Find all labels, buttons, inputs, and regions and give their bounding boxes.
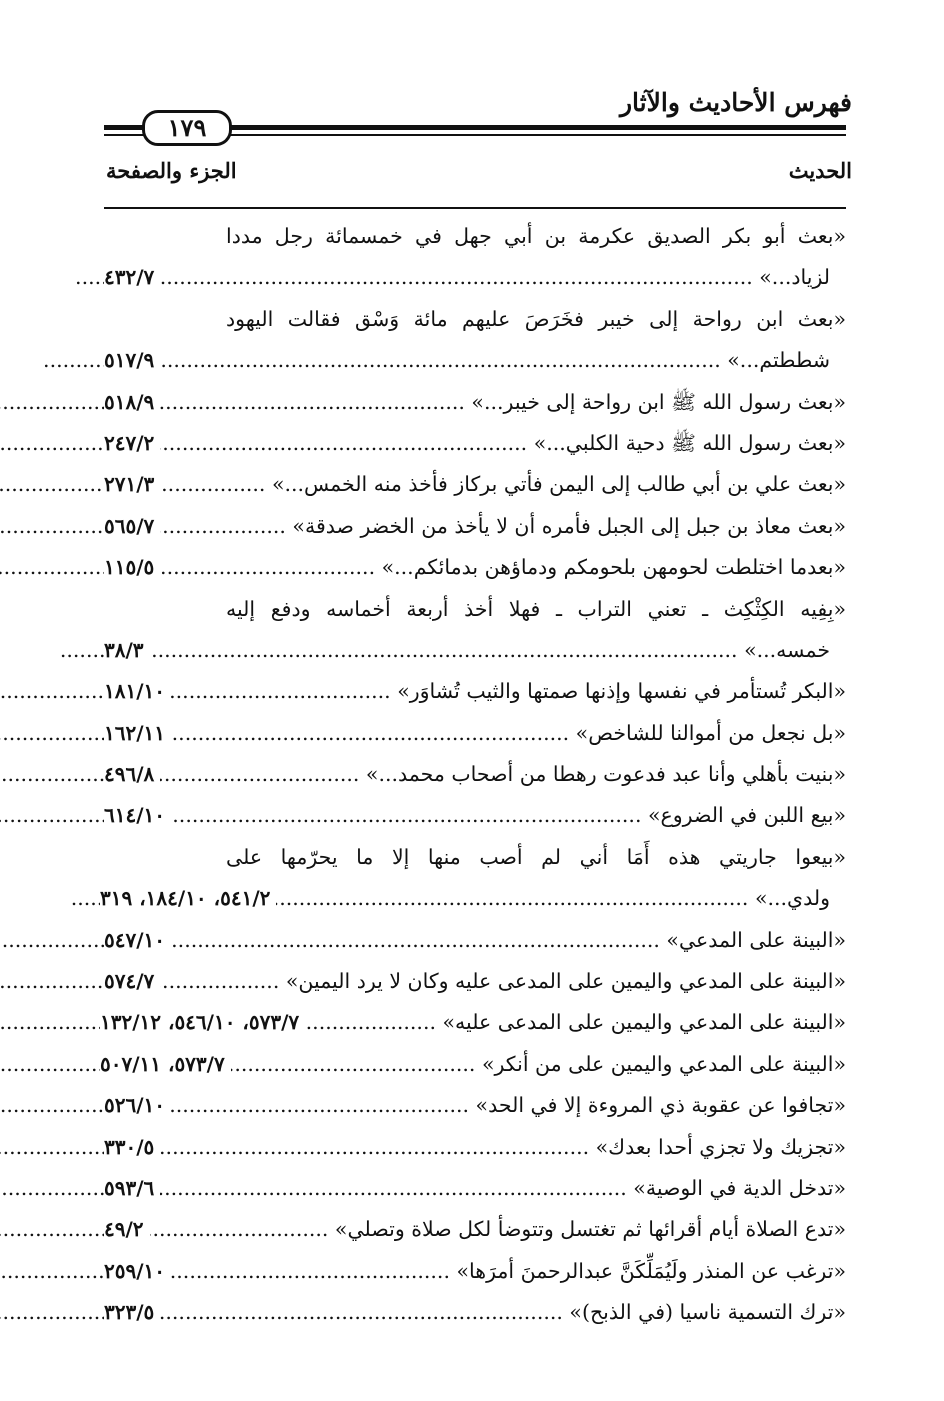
hadith-text: «بعث علي بن أبي طالب إلى اليمن فأتي بركاز فأخذ منه الخمس...» ..... bbox=[0, 464, 846, 505]
hadith-text: «بعث ابن رواحة إلى خيبر فخَرَصَ عليهم مائة وَسْق فقالت اليهود bbox=[226, 306, 846, 331]
running-title: فهرس الأحاديث والآثار bbox=[619, 88, 852, 117]
volume-page-reference: ٥١٧/٩ bbox=[104, 340, 160, 381]
index-entry-continuation bbox=[104, 630, 846, 671]
index-entry bbox=[104, 920, 846, 961]
index-entry bbox=[104, 754, 846, 795]
index-entry bbox=[104, 1251, 846, 1292]
index-entry bbox=[104, 961, 846, 1002]
index-entry bbox=[104, 671, 846, 712]
hadith-text: خمسه...» ..... bbox=[60, 630, 830, 671]
volume-page-reference: ٣٨/٣ bbox=[104, 630, 150, 671]
hadith-text: «البينة على المدعي واليمين على من أنكر» ..... bbox=[0, 1044, 846, 1085]
volume-page-reference: ٥٧٤/٧ bbox=[104, 961, 160, 1002]
index-entry bbox=[104, 837, 846, 878]
hadith-text: «تدخل الدية في الوصية» ..... bbox=[0, 1168, 846, 1209]
column-heading-hadith: الحديث bbox=[788, 158, 852, 183]
volume-page-reference: ١١٥/٥ bbox=[104, 547, 160, 588]
index-entry bbox=[104, 1127, 846, 1168]
index-entry bbox=[100, 1044, 846, 1085]
index-entry bbox=[100, 1002, 846, 1043]
volume-page-reference: ٥٧٣/٧، ٥٠٧/١١ bbox=[100, 1044, 231, 1085]
index-entry-continuation bbox=[104, 257, 846, 298]
index-entry bbox=[104, 713, 846, 754]
volume-page-reference: ١٦٢/١١ bbox=[104, 713, 171, 754]
hadith-text: لزياد...» ..... bbox=[75, 257, 830, 298]
hadith-text: شططتم...» ..... bbox=[43, 340, 830, 381]
index-entry bbox=[104, 1085, 846, 1126]
hadith-text: «ترك التسمية ناسيا (في الذبح)» ..... bbox=[0, 1292, 846, 1333]
index-entry-continuation bbox=[104, 340, 846, 381]
column-heading-reference: الجزء والصفحة bbox=[106, 158, 237, 183]
hadith-text: «ترغب عن المنذر ولَيُمَلِّكَنَّ عبدالرحمنَ أمرَها» ..... bbox=[0, 1251, 846, 1292]
header-rule bbox=[104, 110, 846, 144]
hadith-index-list bbox=[100, 216, 846, 1334]
volume-page-reference: ١٨١/١٠ bbox=[104, 671, 171, 712]
hadith-text: «البينة على المدعي واليمين على المدعى عليه وكان لا يرد اليمين» ..... bbox=[0, 961, 846, 1002]
index-entry bbox=[104, 589, 846, 630]
hadith-text: «بعث أبو بكر الصديق عكرمة بن أبي جهل في خمسمائة رجل مددا bbox=[226, 224, 846, 248]
volume-page-reference: ٥٦٥/٧ bbox=[104, 506, 160, 547]
index-entry bbox=[104, 299, 846, 340]
volume-page-reference: ٤٣٢/٧ bbox=[104, 257, 160, 298]
volume-page-reference: ٢٤٧/٢ bbox=[104, 423, 160, 464]
hadith-text: ولدي...» ..... bbox=[71, 878, 830, 919]
index-entry bbox=[104, 1209, 846, 1250]
hadith-text: «تجافوا عن عقوبة ذي المروءة إلا في الحد» ..... bbox=[0, 1085, 846, 1126]
volume-page-reference: ٣٢٣/٥ bbox=[104, 1292, 160, 1333]
volume-page-reference: ٥١٨/٩ bbox=[104, 382, 160, 423]
index-entry bbox=[104, 382, 846, 423]
volume-page-reference: ٢٥٩/١٠ bbox=[104, 1251, 171, 1292]
index-entry bbox=[104, 464, 846, 505]
index-entry bbox=[104, 423, 846, 464]
column-heading-rule bbox=[104, 207, 846, 209]
index-entry bbox=[104, 506, 846, 547]
index-entry-continuation bbox=[100, 878, 846, 919]
hadith-text: «تجزيك ولا تجزي أحدا بعدك» ..... bbox=[0, 1127, 846, 1168]
volume-page-reference: ٤٩/٢ bbox=[104, 1209, 150, 1250]
volume-page-reference: ٥٤١/٢، ١٨٤/١٠، ٣١٩ bbox=[100, 878, 276, 919]
hadith-text: «بيعوا جاريتي هذه أَمَا أني لم أصب منها إلا ما يحرّمها على bbox=[226, 844, 846, 869]
volume-page-reference: ٥٢٦/١٠ bbox=[104, 1085, 171, 1126]
page-number: ١٧٩ bbox=[142, 110, 232, 146]
hadith-text: «البكر تُستأمر في نفسها وإذنها صمتها والثيب تُشاوَر» ..... bbox=[0, 671, 846, 712]
hadith-text: «بِفِيه الكِثْكِث ـ تعني التراب ـ فهلا أخذ أربعة أخماسه ودفع إليه bbox=[226, 596, 846, 621]
volume-page-reference: ٦١٤/١٠ bbox=[104, 795, 171, 836]
hadith-text: «البينة على المدعي» ..... bbox=[0, 920, 846, 961]
hadith-text: «بعث رسول الله ﷺ دحية الكلبي...» ..... bbox=[0, 423, 846, 464]
volume-page-reference: ٣٣٠/٥ bbox=[104, 1127, 160, 1168]
index-entry bbox=[104, 795, 846, 836]
hadith-text: «البينة على المدعي واليمين على المدعى عليه» ..... bbox=[0, 1002, 846, 1043]
volume-page-reference: ٢٧١/٣ bbox=[104, 464, 160, 505]
volume-page-reference: ٥٤٧/١٠ bbox=[104, 920, 171, 961]
index-entry bbox=[104, 216, 846, 257]
hadith-text: «بعدما اختلطت لحومهن بلحومكم ودماؤهن بدمائكم...» ..... bbox=[0, 547, 846, 588]
volume-page-reference: ٥٩٣/٦ bbox=[104, 1168, 160, 1209]
hadith-text: «تدع الصلاة أيام أقرائها ثم تغتسل وتتوضأ لكل صلاة وتصلي» ..... bbox=[0, 1209, 846, 1250]
hadith-text: «بنيت بأهلي وأنا عبد فدعوت رهطا من أصحاب محمد...» ..... bbox=[0, 754, 846, 795]
hadith-text: «بعث رسول الله ﷺ ابن رواحة إلى خيبر...» ..... bbox=[0, 382, 846, 423]
index-entry bbox=[104, 1168, 846, 1209]
hadith-text: «بعث معاذ بن جبل إلى الجبل فأمره أن لا يأخذ من الخضر صدقة» ..... bbox=[0, 506, 846, 547]
hadith-text: «بيع اللبن في الضروع» ..... bbox=[0, 795, 846, 836]
index-entry bbox=[104, 547, 846, 588]
volume-page-reference: ٥٧٣/٧، ٥٤٦/١٠، ١٣٢/١٢ bbox=[100, 1002, 305, 1043]
index-entry bbox=[104, 1292, 846, 1333]
volume-page-reference: ٤٩٦/٨ bbox=[104, 754, 160, 795]
hadith-text: «بل نجعل من أموالنا للشاخص» ..... bbox=[0, 713, 846, 754]
